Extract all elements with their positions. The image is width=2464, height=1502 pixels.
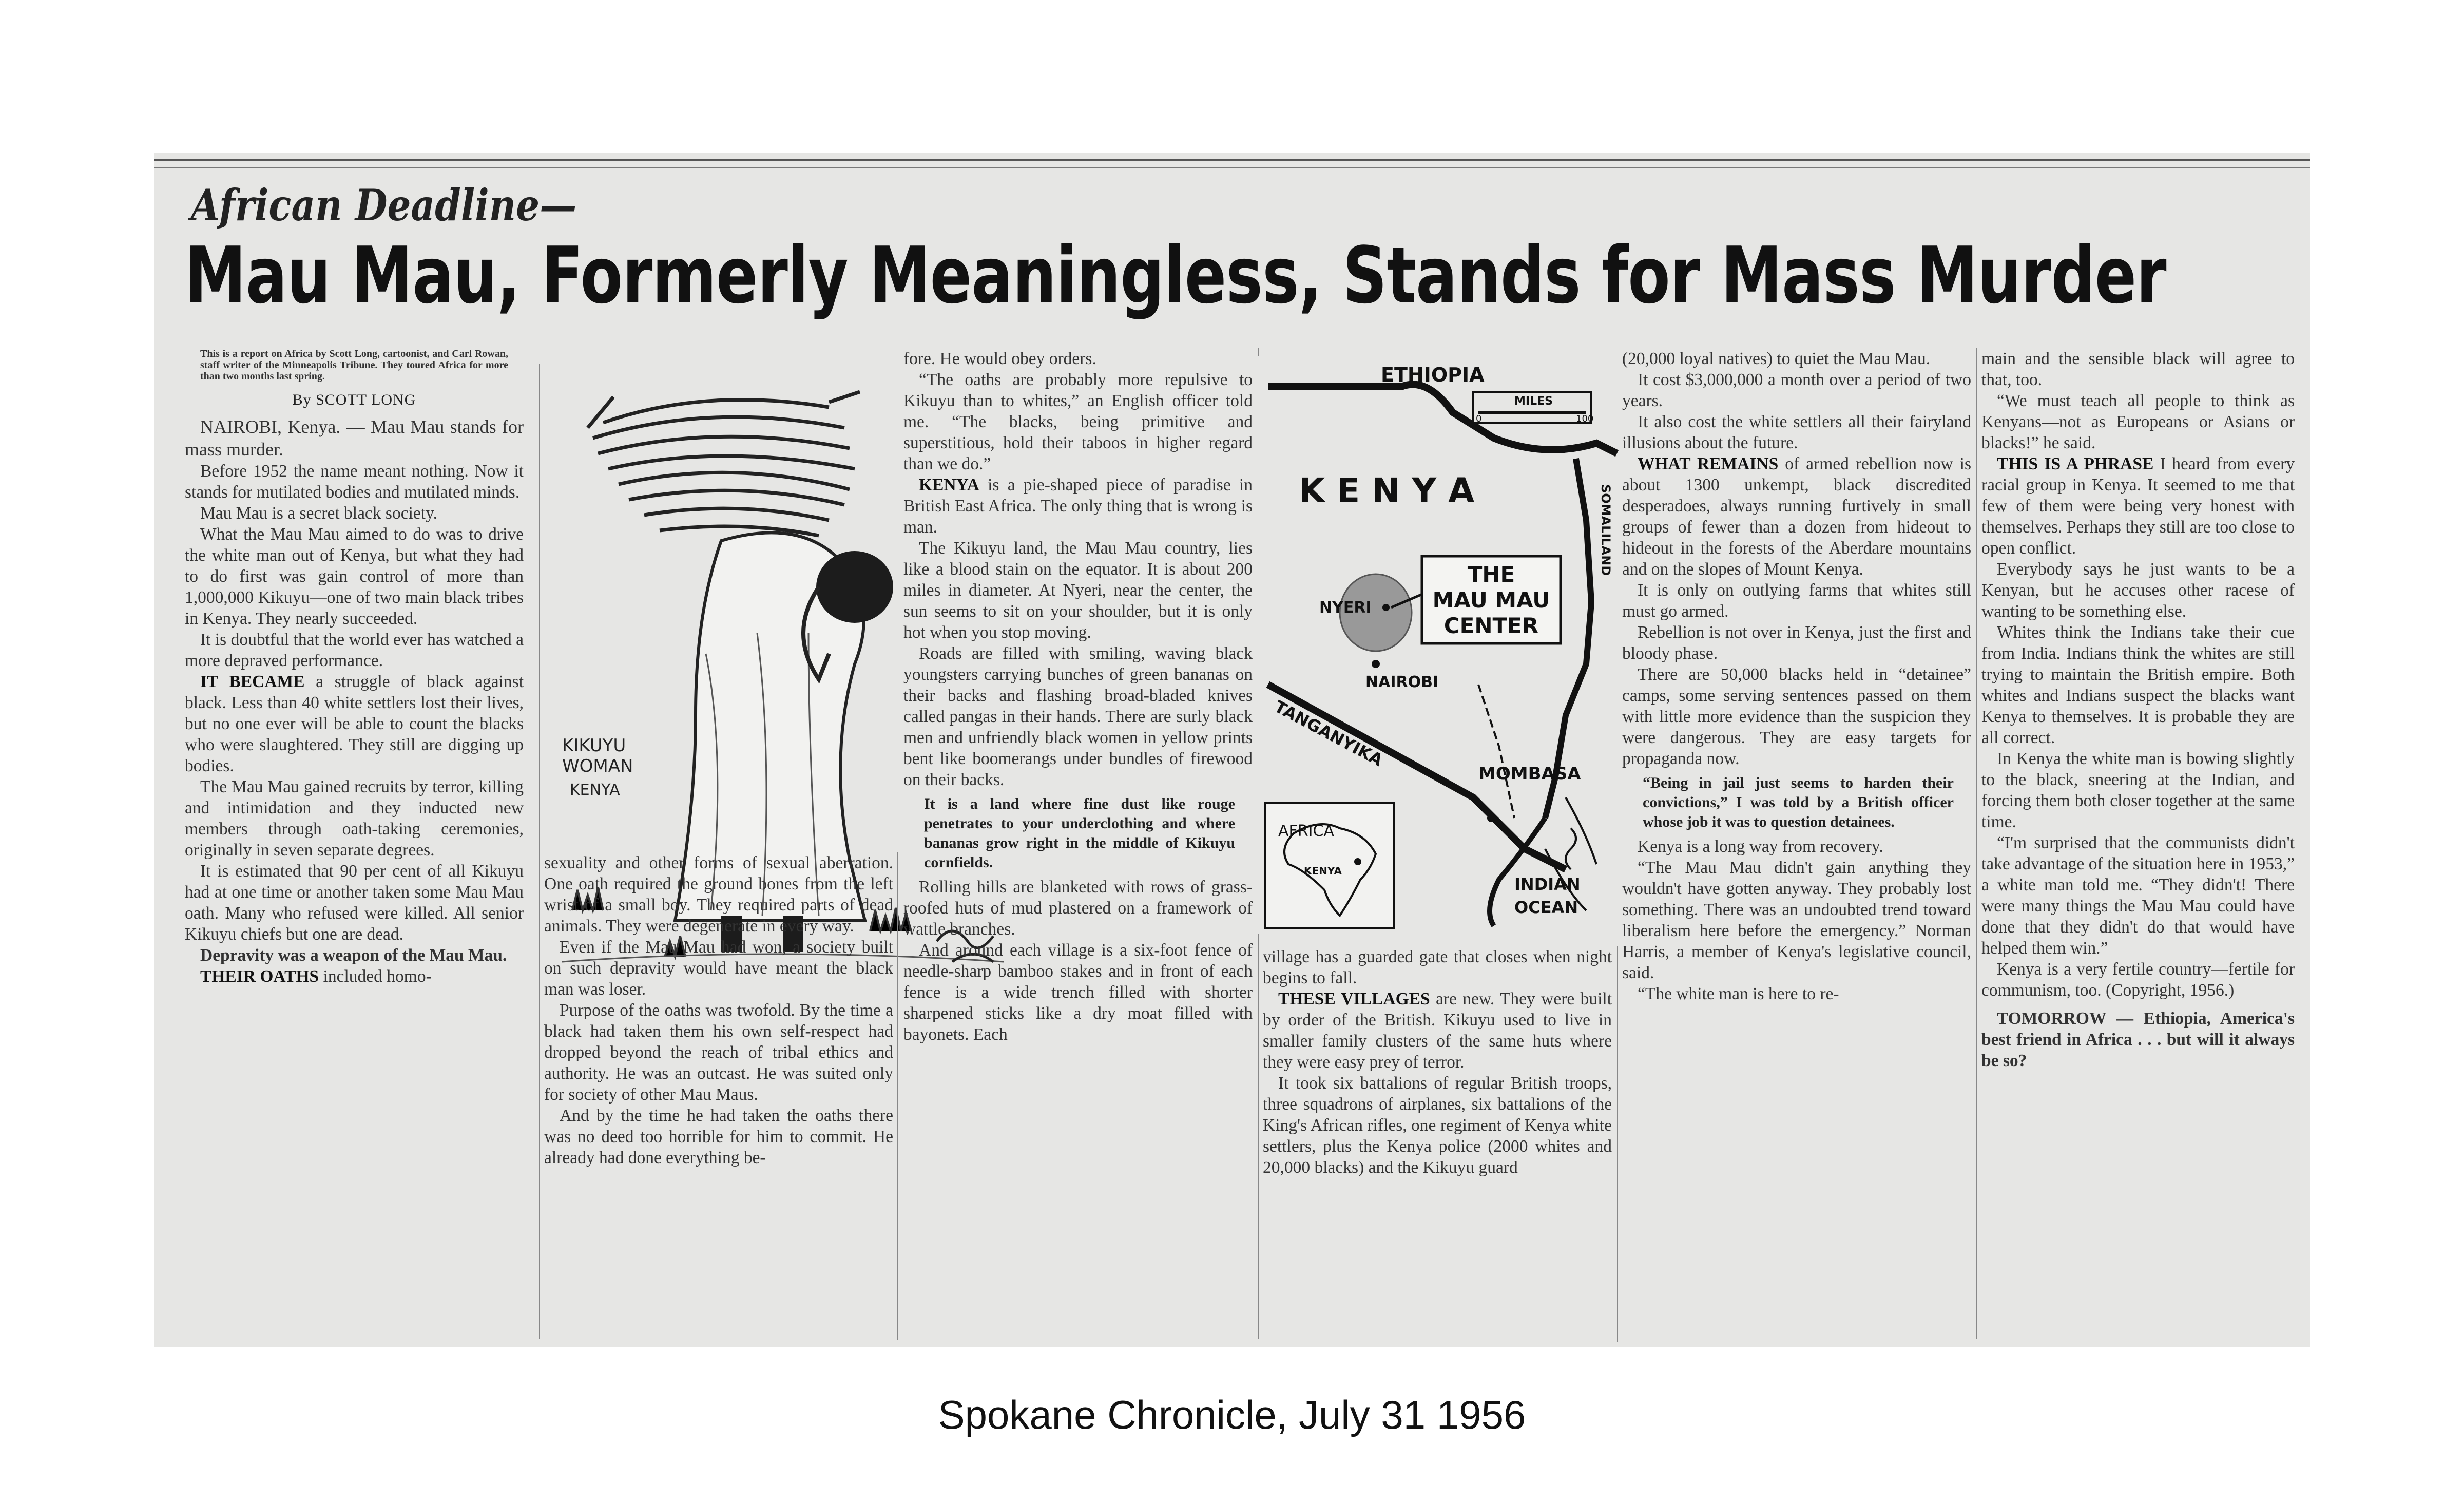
column-rule <box>1617 946 1618 1342</box>
map-label-kenya: K E N Y A <box>1299 471 1475 510</box>
cartoon-label: KENYA <box>570 781 620 799</box>
paragraph: The Kikuyu land, the Mau Mau country, lies like a blood stain on the equator. It is about 200 miles in diameter. At Nyeri, near the center, the sun seems to sit on your shoulder, but it is only hot when you stop moving. <box>903 539 1253 642</box>
headline: Mau Mau, Formerly Meaningless, Stands for Mass Murder <box>185 230 2166 321</box>
paragraph: It cost $3,000,000 a month over a period of two years. <box>1622 370 1971 410</box>
map-center-label: CENTER <box>1443 613 1539 638</box>
paragraph-text: I heard from every racial group in Kenya. It seemed to me that few of them were being very honest with themselves. Perhaps they still are too close to open conflict. <box>1981 454 2295 558</box>
map-label-nairobi: NAIROBI <box>1365 673 1439 691</box>
column-3 <box>903 348 1253 1045</box>
paragraph <box>185 671 524 776</box>
map-center-label: THE <box>1467 562 1515 587</box>
pull-quote: It is a land where fine dust like rouge penetrates to your underclothing and where bananas grow right in the middle of Kikuyu cornfields. <box>924 795 1235 871</box>
byline: By SCOTT LONG <box>292 391 416 408</box>
column-rule <box>1976 348 1977 1339</box>
paragraph: sexuality and other forms of sexual aberration. One oath required the ground bones from the left wrist of a small boy. They required parts of dead animals. They were degenerate in every way. <box>544 853 893 936</box>
column-2 <box>544 852 893 1168</box>
paragraph: Even if the Mau Mau had won, a society built on such depravity would have meant the black man was loser. <box>544 938 893 999</box>
paragraph: It is doubtful that the world ever has watched a more depraved performance. <box>185 630 524 670</box>
paragraph-text: are new. They were built by order of the British. Kikuyu used to live in smaller family clusters of the same huts where they were easy prey of terror. <box>1263 990 1612 1072</box>
paragraph: It is only on outlying farms that whites still must go armed. <box>1622 581 1971 621</box>
newspaper-clipping <box>154 153 2310 1347</box>
paragraph: Before 1952 the name meant nothing. Now it stands for mutilated bodies and mutilated minds. <box>185 462 524 502</box>
paragraph: Kenya is a long way from recovery. <box>1638 837 1883 856</box>
paragraph: fore. He would obey orders. <box>903 349 1096 368</box>
subhead: THESE VILLAGES <box>1278 990 1430 1009</box>
map-label-somaliland: SOMALILAND <box>1599 484 1613 576</box>
map-inset-kenya: KENYA <box>1304 865 1342 877</box>
paragraph-text: of armed rebellion now is about 1300 unkempt, black discredited desperadoes, always running furtively in small groups of fewer than a dozen from hideout to hideout in the forests of the Aberdare mountains and on the slopes of Mount Kenya. <box>1622 454 1972 579</box>
subhead: IT BECAME <box>200 672 305 691</box>
top-rule <box>154 159 2310 161</box>
paragraph: (20,000 loyal natives) to quiet the Mau Mau. <box>1622 349 1931 368</box>
map-center-label: MAU MAU <box>1432 587 1550 613</box>
paragraph: And around each village is a six-foot fence of needle-sharp bamboo stakes and in front of each fence is a wide trench filled with shorter sharpened sticks like a dry moat filled with bayonets. Each <box>903 941 1253 1044</box>
subhead: KENYA <box>919 476 979 495</box>
lead-paragraph: NAIROBI, Kenya. — Mau Mau stands for mass murder. <box>185 416 524 460</box>
cartoon-label: KIKUYU <box>562 735 626 756</box>
map-scale-zero: 0 <box>1476 413 1482 424</box>
paragraph: Mau Mau is a secret black society. <box>200 504 438 523</box>
paragraph: And by the time he had taken the oaths there was no deed too horrible for him to commit. He already had done everything be- <box>544 1106 893 1167</box>
map-scale-hundred: 100 <box>1576 413 1594 424</box>
paragraph: main and the sensible black will agree to that, too. <box>1981 349 2295 389</box>
paragraph: village has a guarded gate that closes when night begins to fall. <box>1263 947 1612 987</box>
paragraph: What the Mau Mau aimed to do was to drive the white man out of Kenya, but what they had to do first was gain control of more than 1,000,000 Kikuyu—one of two main black tribes in Kenya. They nearly succeeded. <box>185 525 524 628</box>
paragraph: Kenya is a very fertile country—fertile for communism, too. (Copyright, 1956.) <box>1981 960 2295 1000</box>
column-1 <box>185 348 524 987</box>
paragraph <box>903 474 1253 538</box>
column-6 <box>1981 348 2295 1071</box>
tomorrow-teaser: TOMORROW — Ethiopia, America's best friend in Africa . . . but will it always be so? <box>1981 1009 2295 1070</box>
column-4 <box>1263 946 1612 1178</box>
paragraph <box>1981 453 2295 559</box>
paragraph: “The Mau Mau didn't gain anything they wouldn't have gotten anyway. They probably lost something. There was an undoubted trend toward liberalism here before the emergency.” Norman Harris, a member of Kenya's legislative council, said. <box>1622 858 1971 982</box>
column-rule <box>539 364 540 1339</box>
editor-note: This is a report on Africa by Scott Long, cartoonist, and Carl Rowan, staff writer of the Minneapolis Tribune. They toured Africa for more than two months last spring. <box>200 348 508 382</box>
column-5 <box>1622 348 1971 1004</box>
map-label-mombasa: MOMBASA <box>1478 764 1581 784</box>
paragraph <box>1263 988 1612 1073</box>
map-label-indian: INDIAN <box>1514 874 1581 894</box>
map-label-ocean: OCEAN <box>1514 898 1578 917</box>
top-rule-thin <box>154 167 2310 168</box>
paragraph: Roads are filled with smiling, waving black youngsters carrying bunches of green bananas on their backs and flashing broad-bladed knives called pangas in their hands. There are surly black men and unfriendly black women in yellow prints bent like boomerangs under bundles of firewood on their backs. <box>903 644 1253 789</box>
paragraph-text: is a pie-shaped piece of paradise in British East Africa. The only thing that is wrong is man. <box>903 476 1253 537</box>
paragraph: Rolling hills are blanketed with rows of grass-roofed huts of mud plastered on a framework of wattle branches. <box>903 878 1253 939</box>
map-label-nyeri: NYERI <box>1319 599 1372 617</box>
image-caption: Spokane Chronicle, July 31 1956 <box>938 1392 1526 1437</box>
paragraph: “The oaths are probably more repulsive to Kikuyu than to whites,” an English officer told me. “The blacks, being primitive and superstitious, hold their taboos in higher regard than we do.” <box>903 370 1253 473</box>
column-rule <box>897 852 898 1340</box>
paragraph: It also cost the white settlers all their fairyland illusions about the future. <box>1622 412 1971 452</box>
map-label-tanganyika: TANGANYIKA <box>1271 696 1387 770</box>
subhead: THEIR OATHS <box>200 967 319 986</box>
map-label-ethiopia: ETHIOPIA <box>1381 364 1485 386</box>
kicker: African Deadline— <box>191 180 577 231</box>
paragraph: Everybody says he just wants to be a Kenyan, but he accuses other racese of wanting to be something else. <box>1981 560 2295 621</box>
paragraph: “We must teach all people to think as Kenyans—not as Europeans or Asians or blacks!” he said. <box>1981 391 2295 452</box>
paragraph: Purpose of the oaths was twofold. By the time a black had taken them his own self-respect had dropped beyond the reach of tribal ethics and authority. He was an outcast. He was suited only for society of other Mau Maus. <box>544 1001 893 1104</box>
pull-quote: “Being in jail just seems to harden their convictions,” I was told by a British officer whose job it was to question detainees. <box>1643 774 1954 830</box>
paragraph: It took six battalions of regular British troops, three squadrons of airplanes, six battalions of the King's African rifles, one regiment of Kenya white settlers, plus the Kenya police (2000 whites and 20,000 blacks) and the Kikuyu guard <box>1263 1074 1612 1177</box>
map-label-miles: MILES <box>1514 395 1553 408</box>
paragraph: “The white man is here to re- <box>1638 984 1839 1003</box>
paragraph: It is estimated that 90 per cent of all Kikuyu had at one time or another taken some Mau Mau oath. Many who refused were killed. All senior Kikuyu chiefs but one are dead. <box>185 862 524 944</box>
paragraph: There are 50,000 blacks held in “detainee” camps, some serving sentences passed on them with little more evidence than the suspicion they were dangerous. They are easy targets for propaganda now. <box>1622 665 1971 768</box>
map-inset-africa: AFRICA <box>1278 822 1334 840</box>
paragraph: The Mau Mau gained recruits by terror, killing and intimidation and they inducted new members through oath-taking ceremonies, originally in seven separate degrees. <box>185 777 524 860</box>
subhead: WHAT REMAINS <box>1638 454 1779 473</box>
paragraph: Depravity was a weapon of the Mau Mau. <box>200 946 507 965</box>
paragraph <box>1622 453 1971 580</box>
paragraph: In Kenya the white man is bowing slightly to the black, sneering at the Indian, and forcing them both closer together at the same time. <box>1981 749 2295 831</box>
paragraph-text: a struggle of black against black. Less than 40 white settlers lost their lives, but no one ever will be able to count the blacks who were slaughtered. They still are digging up bodies. <box>185 672 524 775</box>
paragraph-text: included homo- <box>323 967 432 986</box>
subhead: THIS IS A PHRASE <box>1997 454 2154 473</box>
paragraph: Rebellion is not over in Kenya, just the first and bloody phase. <box>1622 623 1971 663</box>
cartoon-label: WOMAN <box>562 756 633 776</box>
paragraph: “I'm surprised that the communists didn't take advantage of the situation here in 1953,” a white man told me. “They didn't! There were many things the Mau Mau could have done that they didn't do that would have helped them win.” <box>1981 833 2295 958</box>
paragraph: Whites think the Indians take their cue from India. Indians think the whites are still trying to maintain the British empire. Both whites and Indians suspect the blacks want Kenya to themselves. It is probable they are all correct. <box>1981 623 2295 747</box>
paragraph <box>185 966 524 987</box>
